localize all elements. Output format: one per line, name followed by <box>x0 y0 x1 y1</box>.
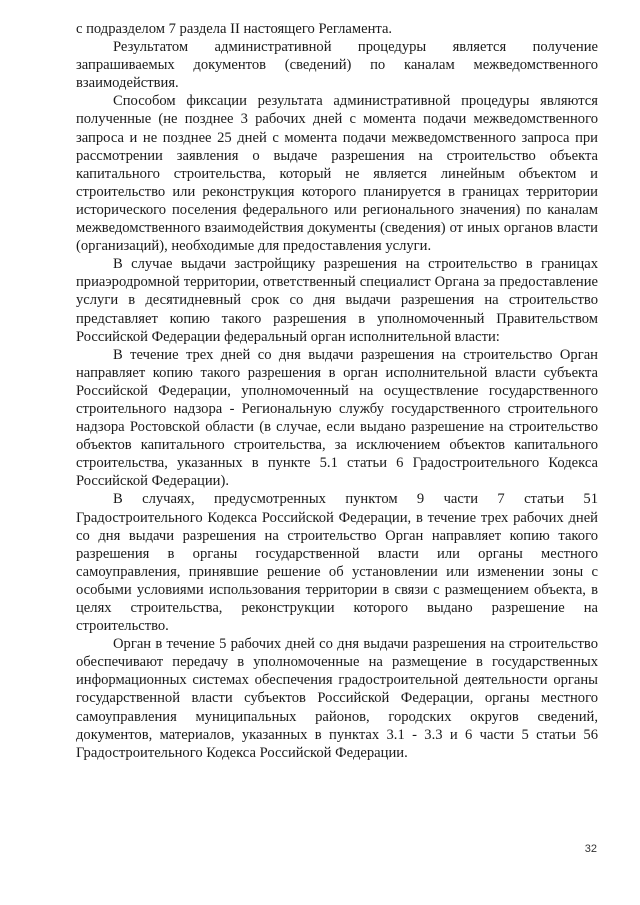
paragraph-continuation: с подразделом 7 раздела II настоящего Регламента. <box>76 21 393 37</box>
paragraph-result: Результатом административной процедуры является получение запрашиваемых документов (сведений) по каналам межведомственного взаимодействия. <box>76 39 598 92</box>
document-body <box>76 20 598 762</box>
paragraph-three-days: В течение трех дней со дня выдачи разрешения на строительство Орган направляет копию такого разрешения в орган исполнительной власти субъекта Российской Федерации, уполномоченный на осуществление государственного строительного надзора - Региональную службу государственного строительного надзора Ростовской области (в случае, если выдано разрешение на строительство объектов капитального строительства, за исключением объектов капитального строительства, указанных в пункте 5.1 статьи 6 Градостроительного Кодекса Российской Федерации). <box>76 346 598 490</box>
page-number: 32 <box>584 843 597 855</box>
paragraph-aerodrome-territory: В случае выдачи застройщику разрешения на строительство в границах приаэродромной территории, ответственный специалист Органа за предоставление услуги в десятидневный срок со дня выдачи разрешения на строительство представляет копию такого разрешения в уполномоченный Правительством Российской Федерации федеральный орган исполнительной власти: <box>76 256 598 345</box>
paragraph-fixation-method: Способом фиксации результата административной процедуры являются полученные (не позднее 3 рабочих дней с момента подачи межведомственного запроса и не позднее 25 дней с момента подачи межведомственного запроса при рассмотрении заявления о выдаче разрешения на строительство объекта капитального строительства, который не является линейным объектом и строительство или реконструкция которого планируется в границах территории исторического поселения федерального или регионального значения) по каналам межведомственного взаимодействия документы (сведения) от иных органов власти (организаций), необходимые для предоставления услуги. <box>76 93 598 255</box>
paragraph-five-days: Орган в течение 5 рабочих дней со дня выдачи разрешения на строительство обеспечивают передачу в уполномоченные на размещение в государственных информационных системах обеспечения градостроительной деятельности органы государственной власти субъектов Российской Федерации, органы местного самоуправления муниципальных районов, городских округов сведений, документов, материалов, указанных в пунктах 3.1 - 3.3 и 6 части 5 статьи 56 Градостроительного Кодекса Российской Федерации. <box>76 636 598 761</box>
paragraph-special-cases: В случаях, предусмотренных пунктом 9 части 7 статьи 51 Градостроительного Кодекса Российской Федерации, в течение трех рабочих дней со дня выдачи разрешения на строительство Орган направляет копию такого разрешения в органы государственной власти или органы местного самоуправления, принявшие решение об установлении или изменении зоны с особыми условиями использования территории в связи с размещением объекта, в целях строительства, реконструкции которого выдано разрешение на строительство. <box>76 491 598 635</box>
